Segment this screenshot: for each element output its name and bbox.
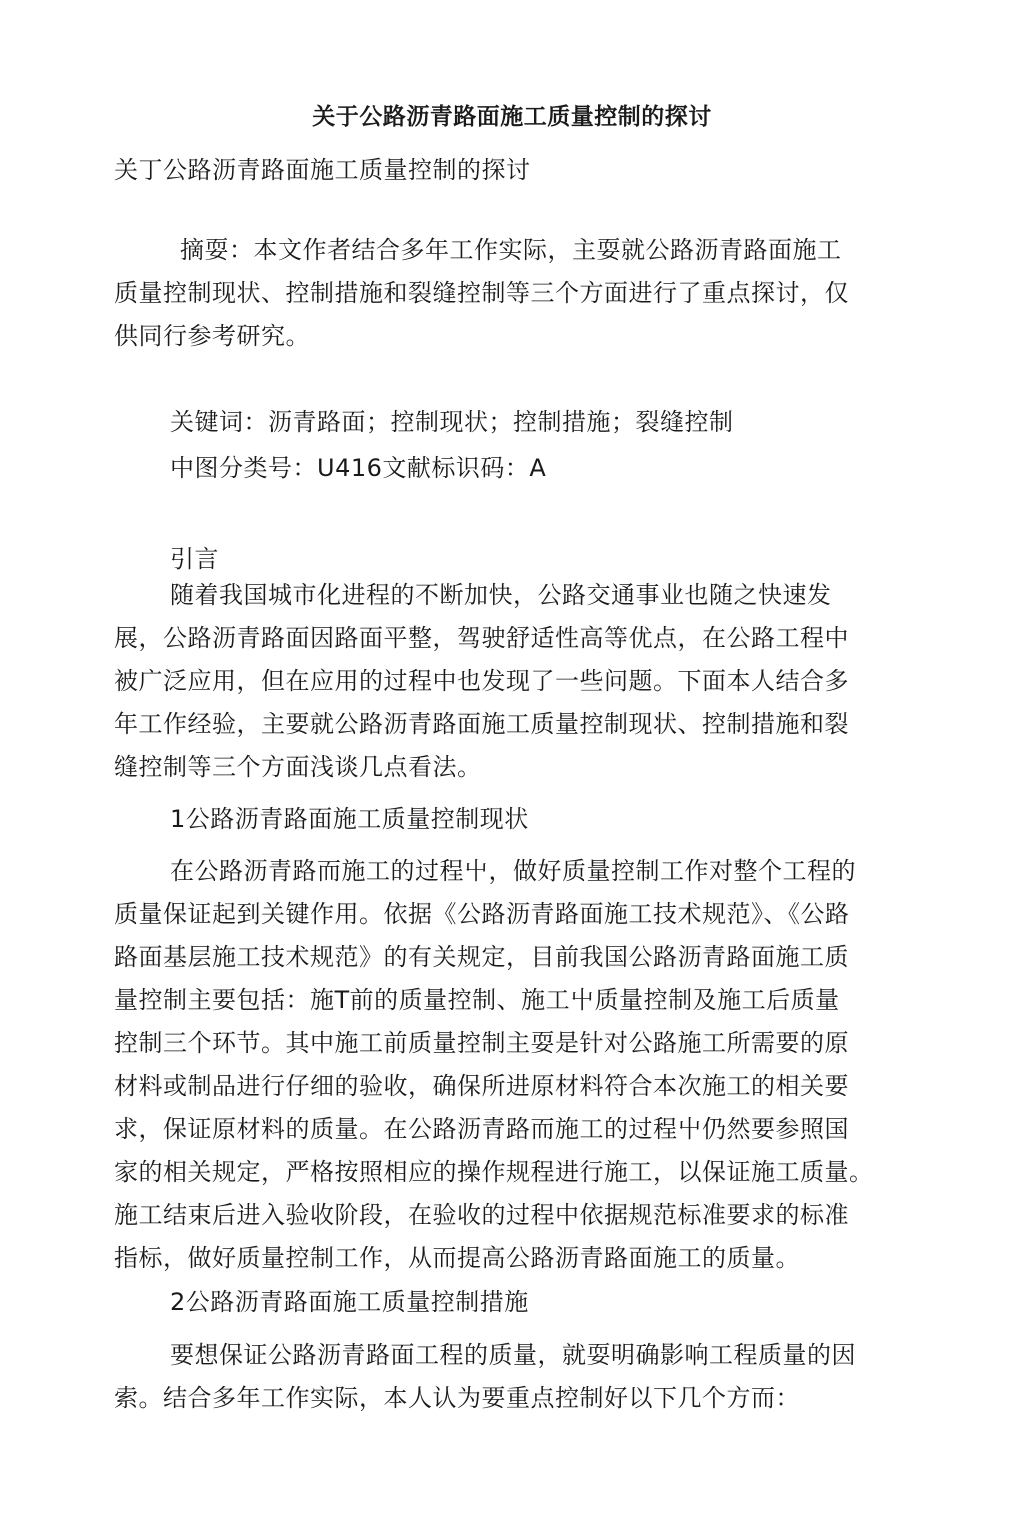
section1-line: 控制三个环节。其中施工前质量控制主耍是针对公路施工所需要的原	[114, 1029, 849, 1057]
abstract-paragraph	[114, 229, 894, 358]
intro-line: 年工作经验，主要就公路沥青路面施工质量控制现状、控制措施和裂	[114, 710, 849, 738]
section2-line: 要想保证公路沥青路面工程的质量，就耍明确影响工程质量的因	[170, 1341, 856, 1369]
section1-line: 量控制主要包括：施T前的质量控制、施工屮质量控制及施工后质量	[114, 986, 840, 1014]
intro-line: 缝控制等三个方面浅谈几点看法。	[114, 753, 482, 781]
intro-line: 被广泛应用，但在应用的过程中也发现了一些问题。下面本人结合多	[114, 667, 849, 695]
section1-line: 指标，做好质量控制工作，从而提高公路沥青路面施工的质量。	[114, 1244, 800, 1272]
intro-paragraph	[114, 574, 894, 789]
abstract-line: 摘耍：本文作者结合多年工作实际，主耍就公路沥青路面施工	[180, 236, 842, 264]
section1-line: 在公路沥青路而施工的过程屮，做好质量控制工作对整个工程的	[170, 857, 856, 885]
section2-paragraph	[114, 1334, 894, 1420]
section1-line: 家的相关规定，严格按照相应的操作规程进行施工，以保证施工质量。	[114, 1158, 874, 1186]
section1-heading: 1公路沥青路面施工质量控制现状	[170, 805, 529, 833]
intro-heading: 引言	[170, 545, 219, 573]
section1-line: 施工结束后进入验收阶段，在验收的过程中依据规范标准要求的标准	[114, 1201, 849, 1229]
abstract-line: 质量控制现状、控制措施和裂缝控制等三个方面进行了重点探讨，仅	[114, 279, 849, 307]
keywords: 关键词：沥青路面；控制现状；控制措施；裂缝控制	[170, 408, 734, 436]
section2-heading: 2公路沥青路面施工质量控制措施	[170, 1288, 529, 1316]
section1-paragraph	[114, 850, 894, 1280]
section1-line: 质量保证起到关键作用。依据《公路沥青路面施工技术规范》、《公路	[114, 900, 850, 928]
document-title: 关于公路沥青路面施工质量控制的探讨	[312, 104, 712, 130]
section1-line: 材料或制品进行仔细的验收，确保所进原材料符合本次施工的相关要	[114, 1072, 849, 1100]
intro-line: 随着我国城市化进程的不断加快，公路交通事业也随之快速发	[170, 581, 832, 609]
intro-line: 展，公路沥青路面因路面平整，驾驶舒适性高等优点，在公路工程中	[114, 624, 849, 652]
section2-line: 索。结合多年工作实际，本人认为要重点控制好以下几个方而：	[114, 1384, 800, 1412]
document-subtitle: 关丁公路沥青路面施工质量控制的探讨	[114, 156, 531, 184]
section1-line: 路面基层施工技术规范》的有关规定，目前我国公路沥青路面施工质	[114, 943, 849, 971]
abstract-line: 供同行参考研究。	[114, 322, 310, 350]
classification: 中图分类号：U416文献标识码：A	[170, 454, 547, 482]
section1-line: 求，保证原材料的质量。在公路沥青路而施工的过程屮仍然要参照国	[114, 1115, 849, 1143]
